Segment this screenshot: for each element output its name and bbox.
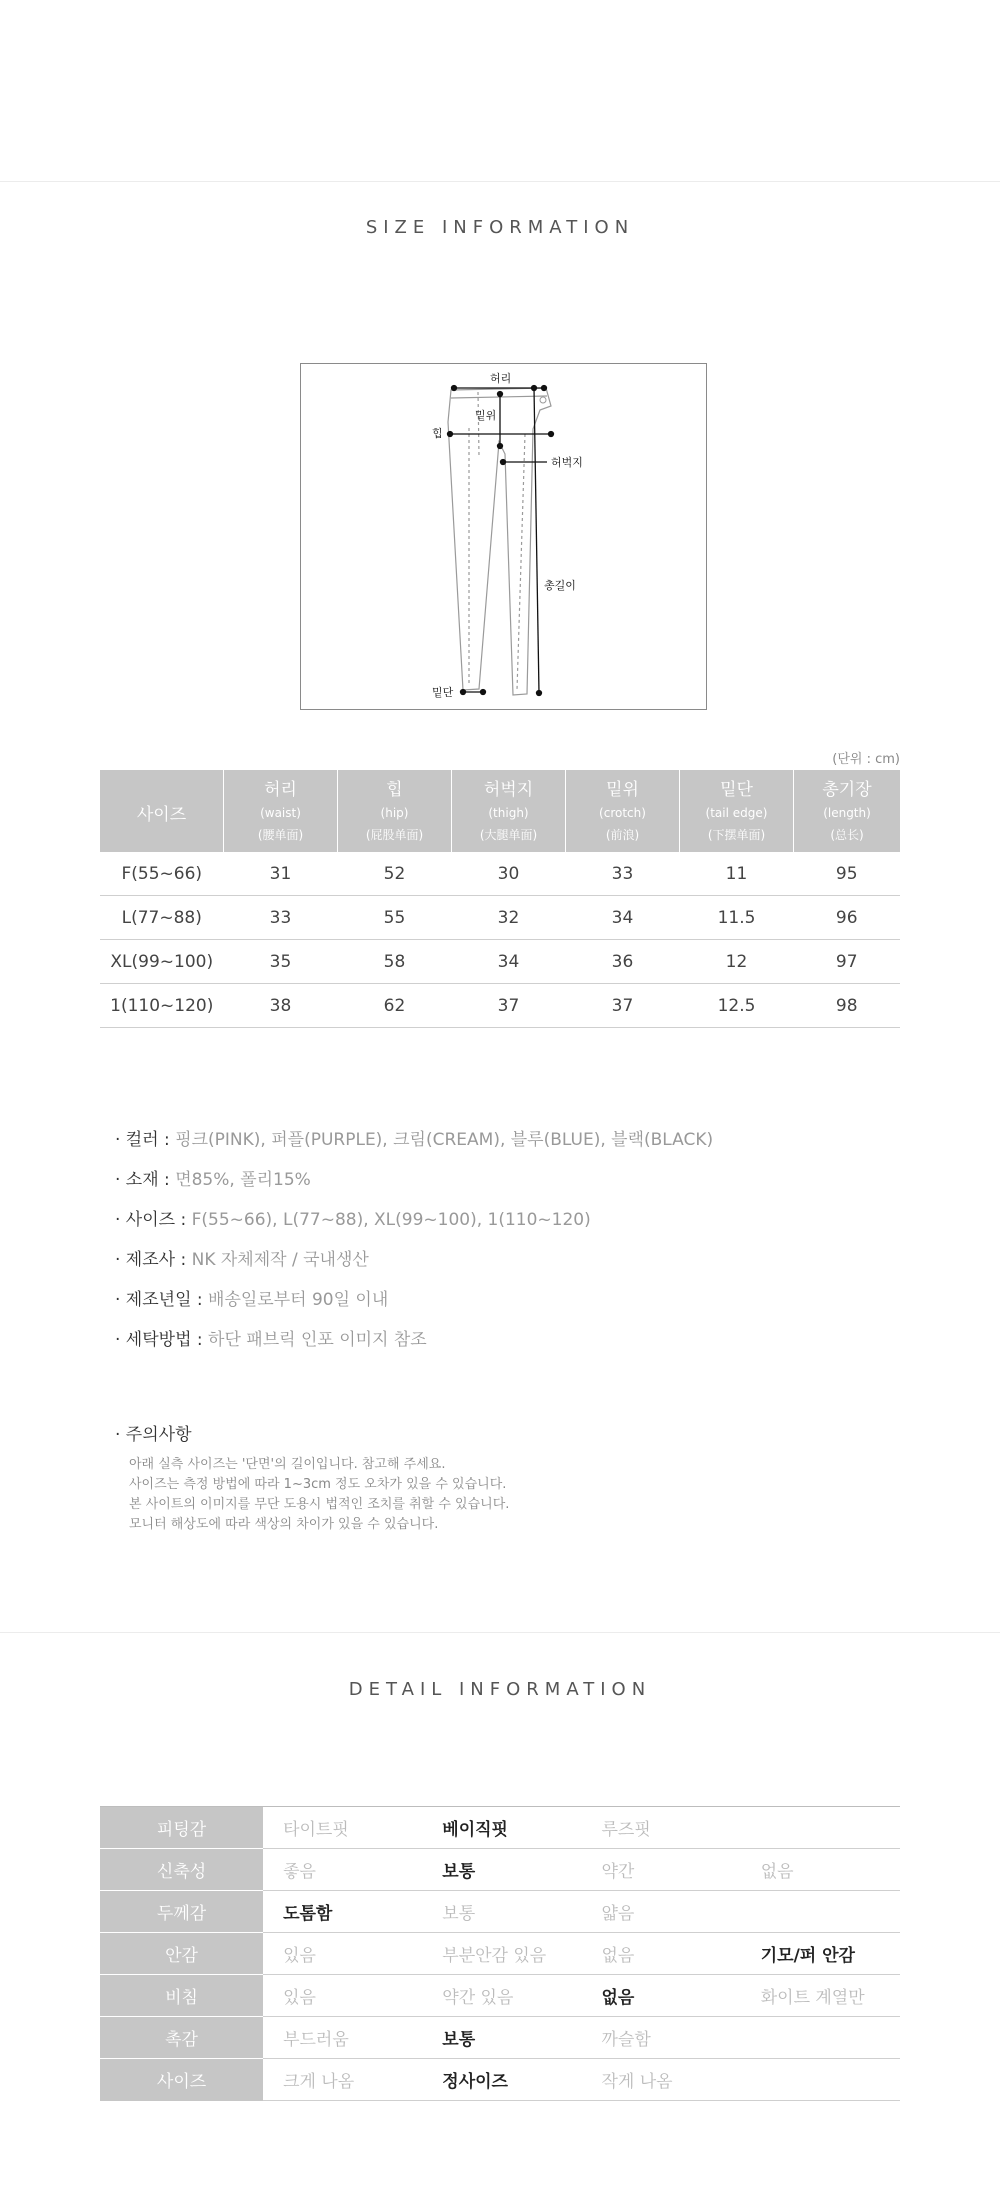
crotch-column-header: 밑위 (crotch) (前浪) <box>566 770 680 852</box>
table-cell: 62 <box>338 984 452 1028</box>
detail-row <box>100 1891 900 1933</box>
table-cell: 37 <box>452 984 566 1028</box>
detail-option: 약간 있음 <box>422 1975 581 2017</box>
table-row <box>100 984 900 1028</box>
detail-option-selected: 기모/퍼 안감 <box>741 1933 900 1975</box>
unit-note: (단위 : cm) <box>832 752 900 767</box>
table-cell: 34 <box>452 940 566 984</box>
detail-row <box>100 1975 900 2017</box>
detail-option: 부드러움 <box>263 2017 422 2059</box>
hip-label: 힙 <box>432 427 443 440</box>
notice-title: · 주의사항 <box>115 1425 192 1445</box>
table-cell: 96 <box>794 896 901 940</box>
thigh-column-header: 허벅지 (thigh) (大腿单面) <box>452 770 566 852</box>
notice-line: 모니터 해상도에 따라 색상의 차이가 있을 수 있습니다. <box>129 1517 439 1532</box>
detail-option <box>741 2017 900 2059</box>
detail-table <box>100 1806 900 2101</box>
detail-option <box>741 1891 900 1933</box>
detail-row <box>100 2059 900 2101</box>
detail-row-label: 피팅감 <box>100 1807 263 1849</box>
table-cell: 12 <box>680 940 794 984</box>
detail-option: 없음 <box>582 1933 741 1975</box>
top-divider <box>0 181 1000 182</box>
crotch-label: 밑위 <box>475 409 497 422</box>
detail-information-title: DETAIL INFORMATION <box>348 1679 652 1700</box>
table-row <box>100 940 900 984</box>
hip-column-header: 힙 (hip) (屁股单面) <box>338 770 452 852</box>
table-row <box>100 852 900 896</box>
detail-option: 타이트핏 <box>263 1807 422 1849</box>
hem-label: 밑단 <box>432 686 454 699</box>
table-cell: 31 <box>224 852 338 896</box>
detail-option-selected: 도톰함 <box>263 1891 422 1933</box>
detail-option: 크게 나옴 <box>263 2059 422 2101</box>
detail-option: 화이트 계열만 <box>741 1975 900 2017</box>
notice-block <box>115 1420 915 1535</box>
table-cell: 12.5 <box>680 984 794 1028</box>
detail-row <box>100 2017 900 2059</box>
hem-column-header: 밑단 (tail edge) (下摆单面) <box>680 770 794 852</box>
table-cell: 33 <box>224 896 338 940</box>
detail-option: 없음 <box>741 1849 900 1891</box>
detail-option <box>741 2059 900 2101</box>
table-cell: 11.5 <box>680 896 794 940</box>
table-cell: 1(110~120) <box>100 984 224 1028</box>
spec-color: · 컬러 : 핑크(PINK), 퍼플(PURPLE), 크림(CREAM), 블루(BLUE), 블랙(BLACK) <box>115 1130 714 1150</box>
spec-manufacturer: · 제조사 : NK 자체제작 / 국내생산 <box>115 1250 369 1270</box>
detail-option: 작게 나옴 <box>582 2059 741 2101</box>
table-cell: 34 <box>566 896 680 940</box>
detail-option <box>741 1807 900 1849</box>
table-cell: 58 <box>338 940 452 984</box>
detail-option: 부분안감 있음 <box>422 1933 581 1975</box>
spec-manufacture-date: · 제조년일 : 배송일로부터 90일 이내 <box>115 1290 389 1310</box>
table-cell: 97 <box>794 940 901 984</box>
table-cell: 55 <box>338 896 452 940</box>
detail-row-label: 두께감 <box>100 1891 263 1933</box>
detail-row-label: 사이즈 <box>100 2059 263 2101</box>
spec-material: · 소재 : 면85%, 폴리15% <box>115 1170 311 1190</box>
length-label: 총길이 <box>544 579 576 592</box>
size-column-header: 사이즈 <box>100 770 224 852</box>
table-cell: 32 <box>452 896 566 940</box>
detail-option-selected: 보통 <box>422 2017 581 2059</box>
table-cell: 37 <box>566 984 680 1028</box>
notice-line: 아래 실측 사이즈는 '단면'의 길이입니다. 참고해 주세요. <box>129 1457 446 1472</box>
detail-option: 까슬함 <box>582 2017 741 2059</box>
detail-option: 보통 <box>422 1891 581 1933</box>
table-cell: 38 <box>224 984 338 1028</box>
table-cell: 52 <box>338 852 452 896</box>
detail-option: 약간 <box>582 1849 741 1891</box>
detail-option: 있음 <box>263 1975 422 2017</box>
length-column-header: 총기장 (length) (总长) <box>794 770 901 852</box>
detail-row <box>100 1933 900 1975</box>
middle-divider <box>0 1632 1000 1633</box>
product-specs <box>115 1125 915 1365</box>
detail-option-selected: 보통 <box>422 1849 581 1891</box>
detail-option-selected: 없음 <box>582 1975 741 2017</box>
thigh-label: 허벅지 <box>551 456 583 469</box>
table-cell: 33 <box>566 852 680 896</box>
spec-size: · 사이즈 : F(55~66), L(77~88), XL(99~100), 1(110~120) <box>115 1210 591 1230</box>
detail-row-label: 신축성 <box>100 1849 263 1891</box>
table-cell: 11 <box>680 852 794 896</box>
notice-line: 본 사이트의 이미지를 무단 도용시 법적인 조치를 취할 수 있습니다. <box>129 1497 510 1512</box>
size-diagram <box>300 363 707 710</box>
waist-column-header: 허리 (waist) (腰单面) <box>224 770 338 852</box>
pants-diagram-illustration <box>301 364 706 709</box>
detail-row <box>100 1849 900 1891</box>
spec-washing: · 세탁방법 : 하단 패브릭 인포 이미지 참조 <box>115 1330 427 1350</box>
size-table <box>100 770 900 1028</box>
detail-option: 있음 <box>263 1933 422 1975</box>
table-cell: 35 <box>224 940 338 984</box>
waist-label: 허리 <box>490 372 512 385</box>
detail-row <box>100 1807 900 1849</box>
notice-line: 사이즈는 측정 방법에 따라 1~3cm 정도 오차가 있을 수 있습니다. <box>129 1477 507 1492</box>
table-cell: 98 <box>794 984 901 1028</box>
detail-option-selected: 정사이즈 <box>422 2059 581 2101</box>
table-cell: 30 <box>452 852 566 896</box>
table-cell: L(77~88) <box>100 896 224 940</box>
table-cell: F(55~66) <box>100 852 224 896</box>
detail-option-selected: 베이직핏 <box>422 1807 581 1849</box>
detail-option: 좋음 <box>263 1849 422 1891</box>
table-cell: 36 <box>566 940 680 984</box>
detail-row-label: 촉감 <box>100 2017 263 2059</box>
size-table-header <box>100 770 900 852</box>
table-cell: 95 <box>794 852 901 896</box>
detail-option: 얇음 <box>582 1891 741 1933</box>
detail-row-label: 안감 <box>100 1933 263 1975</box>
table-cell: XL(99~100) <box>100 940 224 984</box>
detail-row-label: 비침 <box>100 1975 263 2017</box>
size-information-title: SIZE INFORMATION <box>365 217 635 238</box>
table-row <box>100 896 900 940</box>
detail-option: 루즈핏 <box>582 1807 741 1849</box>
